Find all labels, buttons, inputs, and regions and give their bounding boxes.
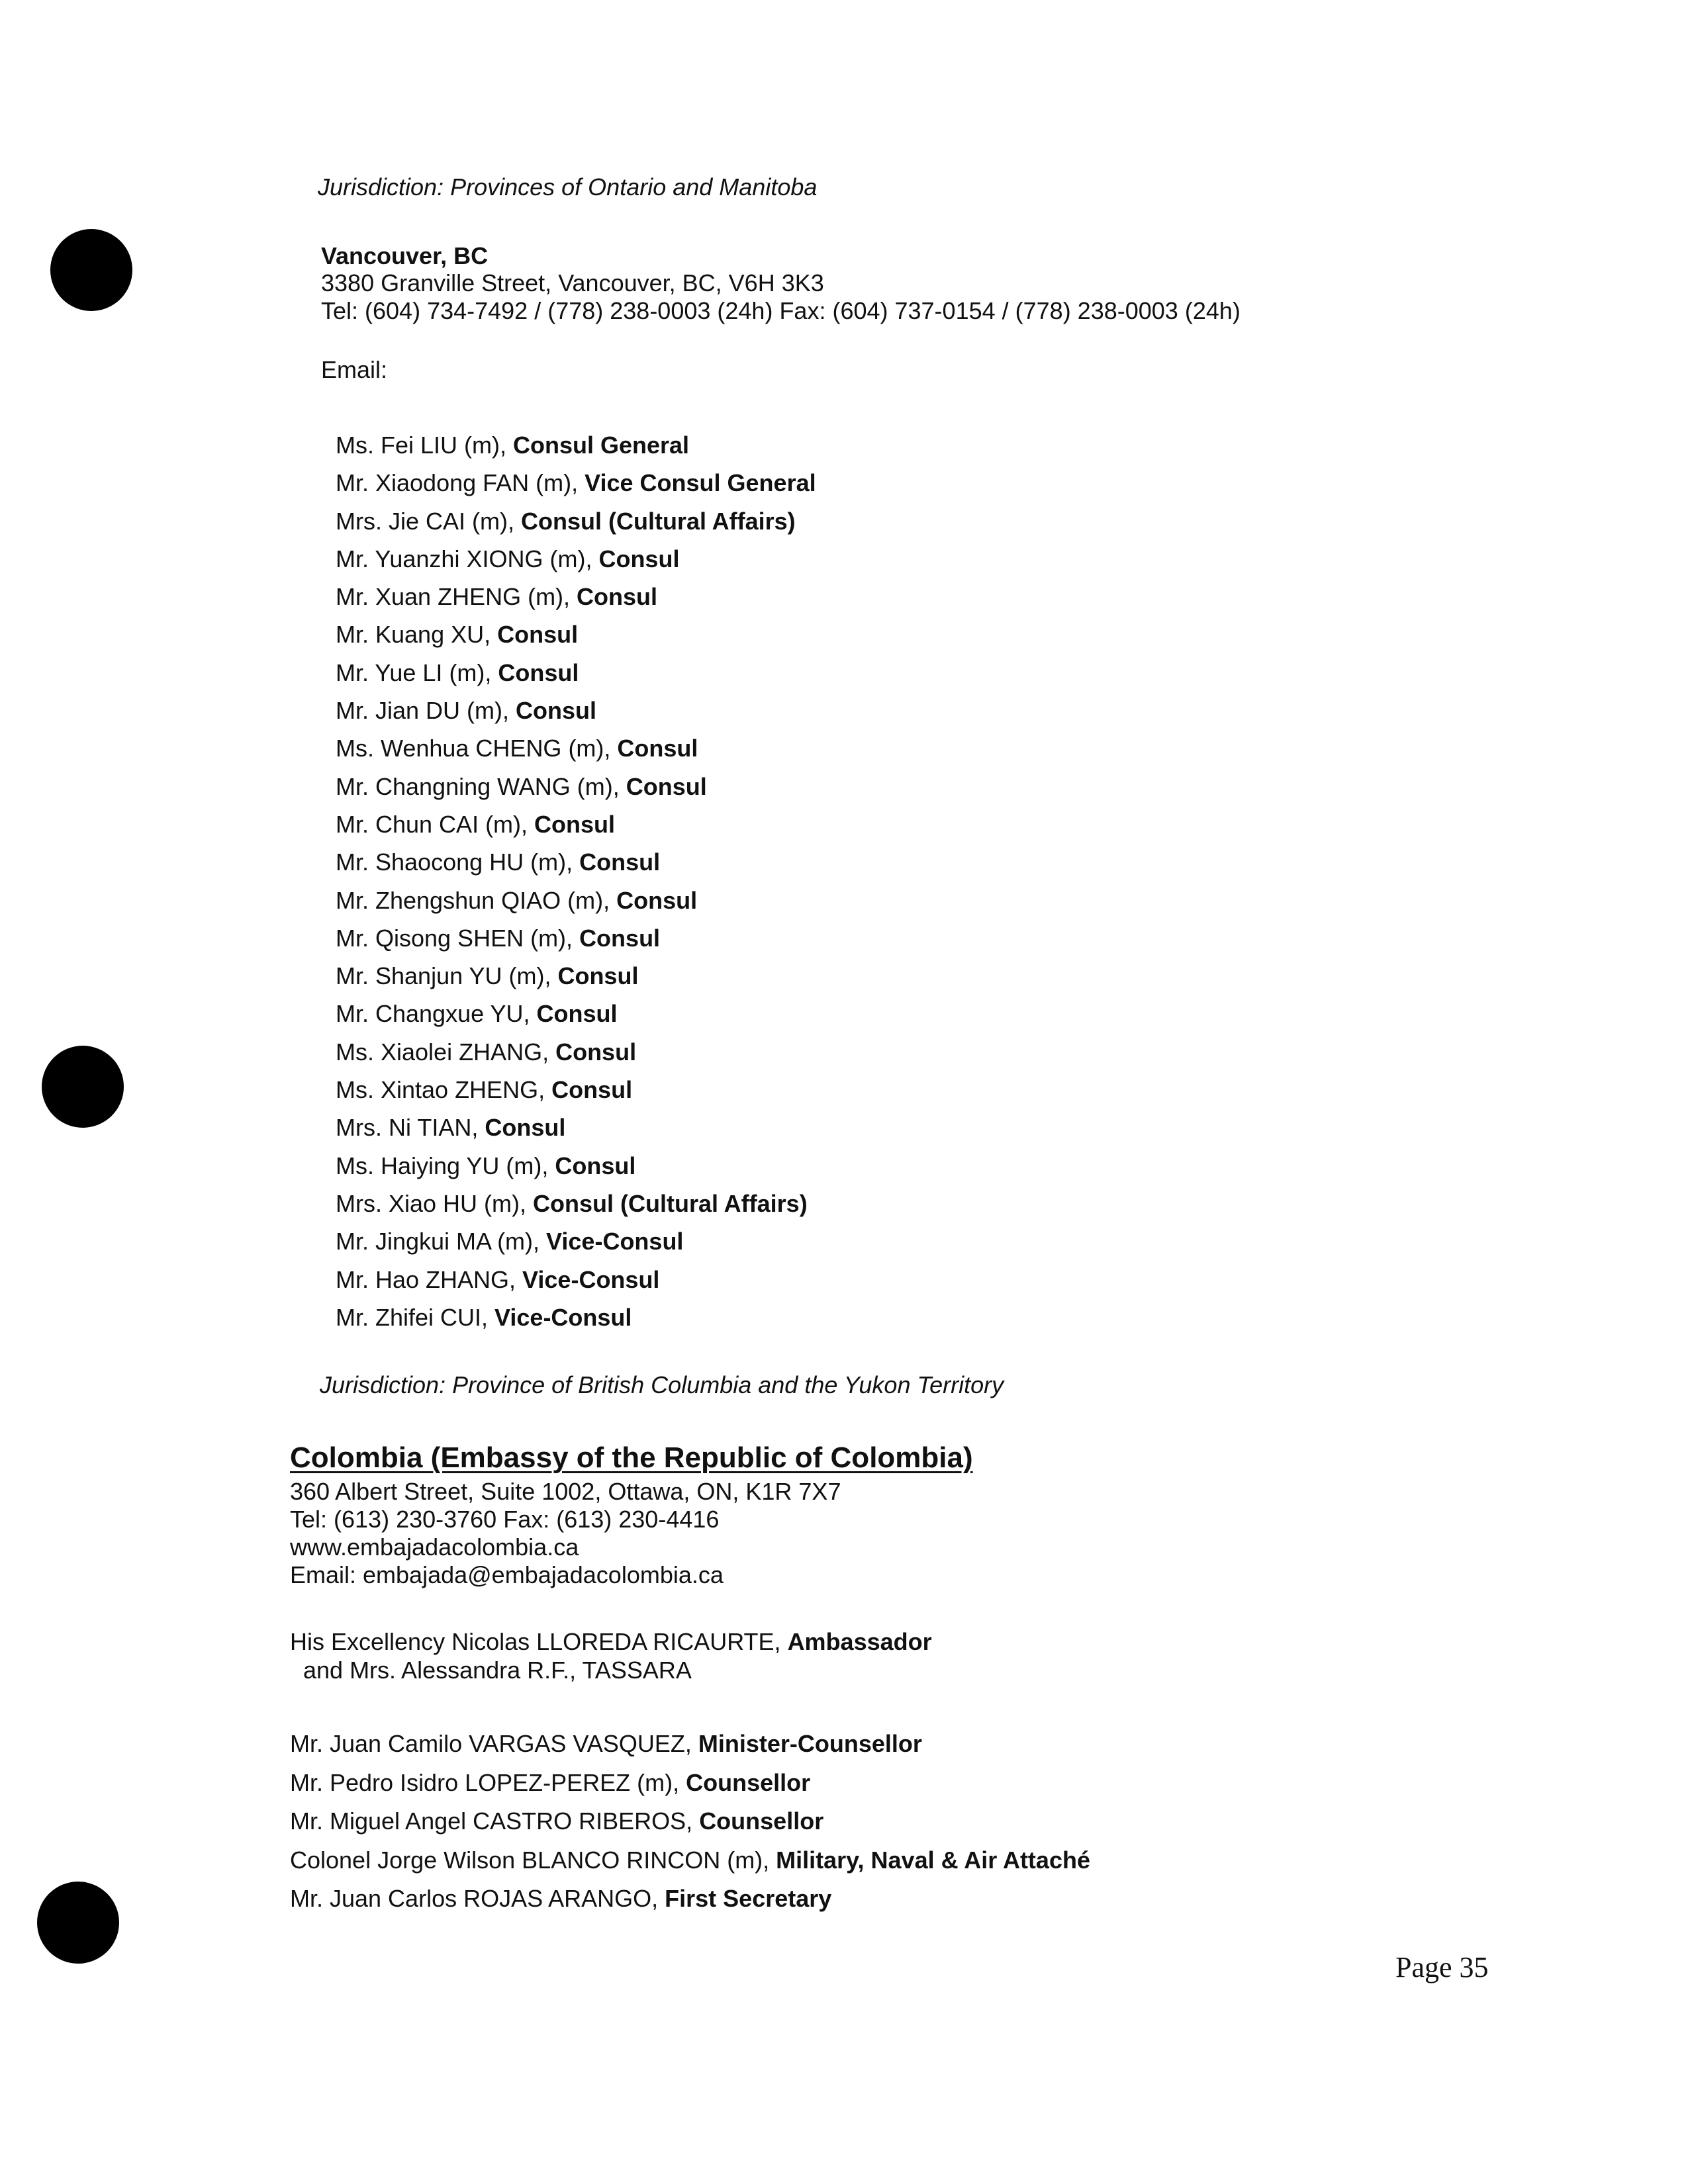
list-item: Mr. Qisong SHEN (m), Consul	[336, 924, 661, 952]
list-item: Mrs. Jie CAI (m), Consul (Cultural Affairs)	[336, 507, 796, 535]
list-item: Mr. Jian DU (m), Consul	[336, 697, 597, 725]
ambassador-line: His Excellency Nicolas LLOREDA RICAURTE, Ambassador	[290, 1628, 932, 1655]
list-item: Mr. Miguel Angel CASTRO RIBEROS, Counsellor	[290, 1807, 824, 1835]
consulate-address: 3380 Granville Street, Vancouver, BC, V6H 3K3	[321, 269, 824, 296]
list-item: Mrs. Ni TIAN, Consul	[336, 1114, 566, 1142]
list-item: Mr. Shaocong HU (m), Consul	[336, 848, 661, 876]
consulate-phone-fax: Tel: (604) 734-7492 / (778) 238-0003 (24h) Fax: (604) 737-0154 / (778) 238-0003 (24h)	[321, 297, 1241, 324]
list-item: Mr. Yue LI (m), Consul	[336, 659, 579, 686]
list-item: Mr. Shanjun YU (m), Consul	[336, 962, 639, 990]
list-item: Mr. Kuang XU, Consul	[336, 621, 579, 649]
punch-hole	[50, 229, 132, 311]
list-item: Mr. Hao ZHANG, Vice-Consul	[336, 1265, 660, 1293]
embassy-phone-fax: Tel: (613) 230-3760 Fax: (613) 230-4416	[290, 1506, 720, 1533]
list-item: Mr. Zhengshun QIAO (m), Consul	[336, 886, 698, 914]
consulate-email-label: Email:	[321, 356, 388, 383]
consulate-city: Vancouver, BC	[321, 242, 489, 269]
embassy-heading: Colombia (Embassy of the Republic of Colombia)	[290, 1441, 973, 1474]
punch-hole	[37, 1882, 119, 1964]
list-item: Mrs. Xiao HU (m), Consul (Cultural Affairs)	[336, 1189, 808, 1217]
list-item: Ms. Wenhua CHENG (m), Consul	[336, 735, 698, 762]
ambassador-spouse: and Mrs. Alessandra R.F., TASSARA	[303, 1657, 692, 1684]
list-item: Ms. Haiying YU (m), Consul	[336, 1152, 636, 1179]
list-item: Mr. Changning WANG (m), Consul	[336, 772, 707, 800]
embassy-email: Email: embajada@embajadacolombia.ca	[290, 1561, 724, 1588]
list-item: Mr. Pedro Isidro LOPEZ-PEREZ (m), Counsellor	[290, 1768, 811, 1796]
embassy-website-link[interactable]: www.embajadacolombia.ca	[290, 1533, 579, 1561]
list-item: Ms. Xiaolei ZHANG, Consul	[336, 1038, 637, 1066]
list-item: Mr. Juan Carlos ROJAS ARANGO, First Secretary	[290, 1885, 832, 1912]
list-item: Mr. Juan Camilo VARGAS VASQUEZ, Minister-Counsellor	[290, 1730, 922, 1757]
list-item: Mr. Changxue YU, Consul	[336, 1000, 618, 1028]
list-item: Mr. Xuan ZHENG (m), Consul	[336, 583, 658, 611]
previous-jurisdiction: Jurisdiction: Provinces of Ontario and Manitoba	[318, 173, 818, 201]
embassy-address: 360 Albert Street, Suite 1002, Ottawa, ON, K1R 7X7	[290, 1478, 841, 1505]
list-item: Ms. Fei LIU (m), Consul General	[336, 432, 690, 459]
punch-hole	[42, 1046, 124, 1128]
list-item: Mr. Chun CAI (m), Consul	[336, 810, 616, 838]
list-item: Mr. Xiaodong FAN (m), Vice Consul General	[336, 469, 816, 497]
list-item: Mr. Zhifei CUI, Vice-Consul	[336, 1303, 632, 1331]
list-item: Colonel Jorge Wilson BLANCO RINCON (m), Military, Naval & Air Attaché	[290, 1846, 1090, 1874]
embassy-contact-block	[290, 1478, 841, 1589]
page-number: Page 35	[1395, 1951, 1489, 1983]
list-item: Ms. Xintao ZHENG, Consul	[336, 1076, 633, 1104]
consulate-jurisdiction: Jurisdiction: Province of British Columbia and the Yukon Territory	[320, 1371, 1004, 1398]
list-item: Mr. Yuanzhi XIONG (m), Consul	[336, 545, 680, 572]
embassy-staff-list	[290, 1725, 1090, 1919]
list-item: Mr. Jingkui MA (m), Vice-Consul	[336, 1228, 684, 1255]
consulate-staff-list	[336, 426, 816, 1336]
